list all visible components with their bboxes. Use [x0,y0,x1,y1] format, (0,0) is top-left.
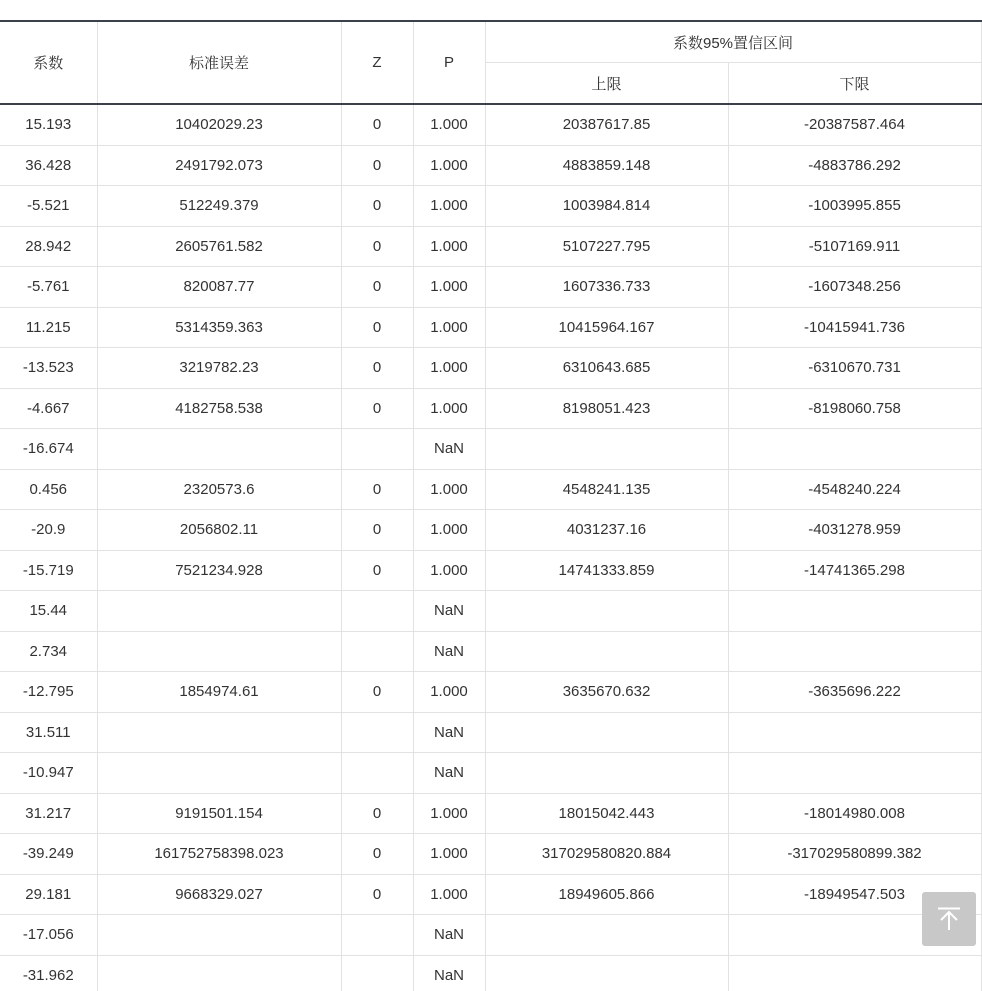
cell-coef: -10.947 [0,753,97,794]
cell-std-err: 161752758398.023 [97,834,341,875]
cell-coef: 31.511 [0,712,97,753]
cell-p: 1.000 [413,672,485,713]
cell-coef: 31.217 [0,793,97,834]
cell-p: 1.000 [413,469,485,510]
cell-lower: -18014980.008 [728,793,981,834]
cell-lower: -317029580899.382 [728,834,981,875]
cell-z: 0 [341,186,413,227]
cell-std-err: 2605761.582 [97,226,341,267]
cell-p: 1.000 [413,267,485,308]
cell-upper: 4883859.148 [485,145,728,186]
cell-lower [728,753,981,794]
header-z: Z [341,21,413,104]
cell-std-err: 3219782.23 [97,348,341,389]
cell-z: 0 [341,550,413,591]
cell-lower: -4548240.224 [728,469,981,510]
cell-coef: 0.456 [0,469,97,510]
cell-std-err: 1854974.61 [97,672,341,713]
cell-lower: -1607348.256 [728,267,981,308]
cell-z: 0 [341,145,413,186]
table-header [0,21,981,104]
cell-coef: 28.942 [0,226,97,267]
cell-std-err: 9668329.027 [97,874,341,915]
cell-upper: 18949605.866 [485,874,728,915]
cell-p: NaN [413,591,485,632]
header-ci-group: 系数95%置信区间 [485,21,981,63]
cell-std-err: 5314359.363 [97,307,341,348]
header-p: P [413,21,485,104]
cell-upper: 4031237.16 [485,510,728,551]
table-row [0,388,981,429]
cell-coef: -4.667 [0,388,97,429]
cell-lower: -6310670.731 [728,348,981,389]
cell-z [341,631,413,672]
cell-lower [728,631,981,672]
cell-std-err: 820087.77 [97,267,341,308]
cell-z: 0 [341,793,413,834]
cell-std-err [97,955,341,991]
cell-p: 1.000 [413,388,485,429]
cell-coef: -5.521 [0,186,97,227]
cell-lower [728,955,981,991]
cell-upper: 14741333.859 [485,550,728,591]
cell-std-err: 2056802.11 [97,510,341,551]
coefficient-table [0,20,982,991]
cell-p: 1.000 [413,145,485,186]
header-coef: 系数 [0,21,97,104]
cell-lower: -3635696.222 [728,672,981,713]
table-row [0,226,981,267]
cell-upper [485,712,728,753]
cell-p: NaN [413,753,485,794]
header-ci-lower: 下限 [728,63,981,105]
cell-z: 0 [341,267,413,308]
cell-z: 0 [341,388,413,429]
cell-std-err: 512249.379 [97,186,341,227]
cell-std-err: 7521234.928 [97,550,341,591]
cell-upper: 3635670.632 [485,672,728,713]
cell-std-err: 9191501.154 [97,793,341,834]
cell-p: NaN [413,955,485,991]
cell-p: 1.000 [413,874,485,915]
cell-z [341,712,413,753]
cell-std-err: 2491792.073 [97,145,341,186]
cell-std-err [97,591,341,632]
table-row [0,267,981,308]
cell-coef: 36.428 [0,145,97,186]
back-to-top-button[interactable] [922,892,976,946]
cell-p: 1.000 [413,307,485,348]
cell-p: NaN [413,429,485,470]
cell-p: 1.000 [413,186,485,227]
cell-upper: 1003984.814 [485,186,728,227]
cell-upper [485,429,728,470]
cell-p: 1.000 [413,550,485,591]
cell-upper [485,753,728,794]
cell-upper: 10415964.167 [485,307,728,348]
coefficient-table-container [0,20,981,991]
cell-z: 0 [341,874,413,915]
cell-lower: -4031278.959 [728,510,981,551]
arrow-up-to-top-icon [936,906,962,932]
cell-z [341,955,413,991]
cell-lower: -8198060.758 [728,388,981,429]
cell-z [341,915,413,956]
table-row [0,186,981,227]
cell-upper: 5107227.795 [485,226,728,267]
table-row [0,793,981,834]
cell-coef: -31.962 [0,955,97,991]
cell-std-err [97,631,341,672]
cell-coef: -12.795 [0,672,97,713]
cell-p: 1.000 [413,793,485,834]
cell-lower [728,712,981,753]
table-row [0,550,981,591]
cell-coef: 2.734 [0,631,97,672]
cell-upper [485,915,728,956]
cell-coef: 29.181 [0,874,97,915]
cell-lower: -5107169.911 [728,226,981,267]
table-row [0,874,981,915]
cell-std-err [97,429,341,470]
table-row [0,591,981,632]
header-std-err: 标准误差 [97,21,341,104]
cell-coef: 15.193 [0,104,97,145]
cell-coef: -39.249 [0,834,97,875]
table-row [0,631,981,672]
cell-z: 0 [341,226,413,267]
cell-upper [485,591,728,632]
cell-z [341,429,413,470]
cell-std-err [97,712,341,753]
table-row [0,429,981,470]
table-row [0,955,981,991]
cell-coef: -20.9 [0,510,97,551]
cell-upper: 18015042.443 [485,793,728,834]
cell-coef: -5.761 [0,267,97,308]
table-row [0,510,981,551]
table-row [0,753,981,794]
cell-lower [728,429,981,470]
cell-z: 0 [341,834,413,875]
table-row [0,915,981,956]
cell-coef: -13.523 [0,348,97,389]
cell-lower: -1003995.855 [728,186,981,227]
cell-coef: 15.44 [0,591,97,632]
cell-z: 0 [341,672,413,713]
table-row [0,469,981,510]
cell-p: NaN [413,712,485,753]
cell-lower: -10415941.736 [728,307,981,348]
cell-coef: 11.215 [0,307,97,348]
cell-std-err: 4182758.538 [97,388,341,429]
cell-p: 1.000 [413,834,485,875]
table-row [0,712,981,753]
cell-lower: -20387587.464 [728,104,981,145]
cell-upper [485,631,728,672]
cell-std-err: 2320573.6 [97,469,341,510]
cell-std-err [97,915,341,956]
table-row [0,672,981,713]
cell-p: 1.000 [413,104,485,145]
header-ci-upper: 上限 [485,63,728,105]
table-row [0,104,981,145]
cell-z: 0 [341,469,413,510]
cell-upper: 8198051.423 [485,388,728,429]
cell-z: 0 [341,510,413,551]
table-body [0,104,981,991]
cell-z: 0 [341,348,413,389]
cell-upper: 1607336.733 [485,267,728,308]
table-row [0,307,981,348]
table-row [0,145,981,186]
cell-lower: -18949547.503 [728,874,981,915]
cell-p: NaN [413,915,485,956]
table-row [0,348,981,389]
cell-upper: 6310643.685 [485,348,728,389]
cell-lower [728,591,981,632]
cell-std-err: 10402029.23 [97,104,341,145]
cell-upper: 20387617.85 [485,104,728,145]
cell-coef: -15.719 [0,550,97,591]
cell-z: 0 [341,104,413,145]
cell-z [341,753,413,794]
cell-z: 0 [341,307,413,348]
cell-p: 1.000 [413,348,485,389]
cell-p: NaN [413,631,485,672]
cell-p: 1.000 [413,510,485,551]
cell-z [341,591,413,632]
cell-coef: -16.674 [0,429,97,470]
cell-coef: -17.056 [0,915,97,956]
cell-upper [485,955,728,991]
cell-std-err [97,753,341,794]
cell-p: 1.000 [413,226,485,267]
cell-lower: -4883786.292 [728,145,981,186]
cell-upper: 4548241.135 [485,469,728,510]
table-row [0,834,981,875]
cell-lower: -14741365.298 [728,550,981,591]
cell-upper: 317029580820.884 [485,834,728,875]
